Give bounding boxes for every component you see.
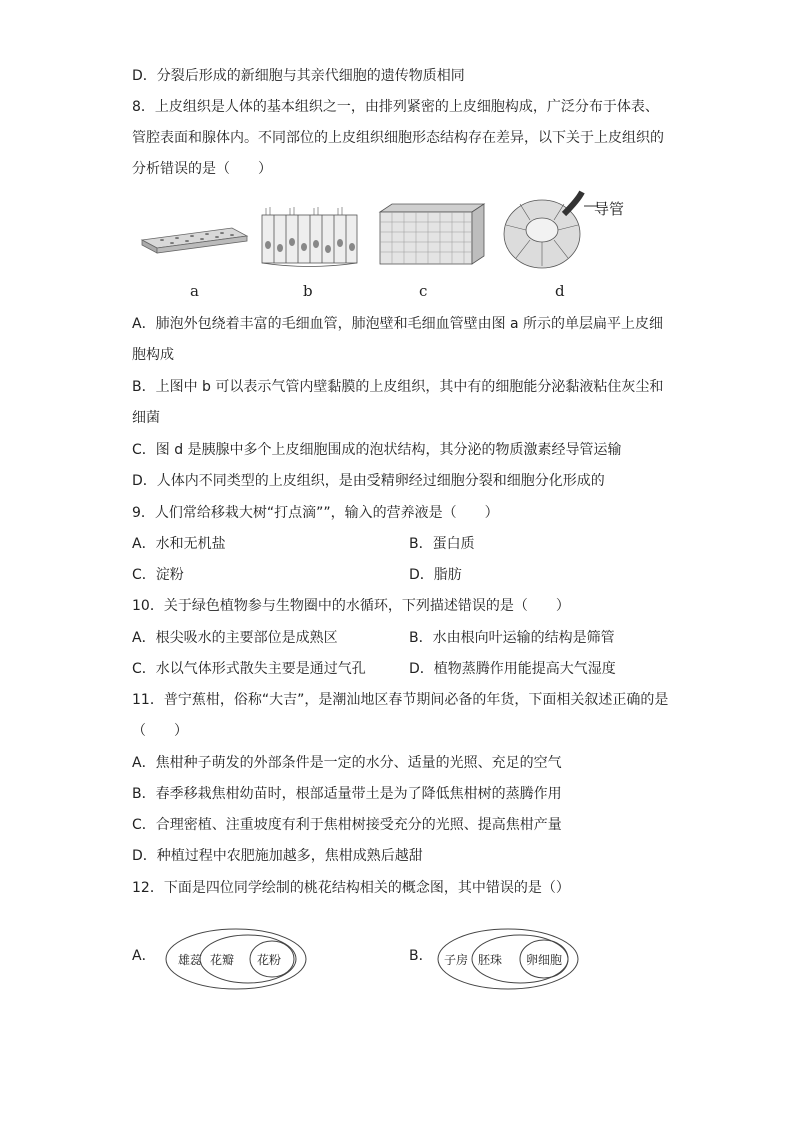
q8-option-a-line1: A．肺泡外包绕着丰富的毛细血管，肺泡壁和毛细血管壁由图 a 所示的单层扁平上皮细 bbox=[132, 316, 664, 332]
q12-venn-a bbox=[160, 925, 320, 995]
q9-stem: 9．人们常给移栽大树“打点滴””，输入的营养液是（ ） bbox=[132, 505, 499, 521]
q9-option-a: A．水和无机盐 bbox=[132, 536, 226, 552]
q10-option-b: B．水由根向叶运输的结构是筛管 bbox=[409, 630, 615, 646]
venn-a-outer-label: 雄蕊 bbox=[178, 953, 203, 967]
q9-option-b: B．蛋白质 bbox=[409, 536, 475, 552]
fig-label-b: b bbox=[303, 282, 313, 300]
venn-a-diagram bbox=[160, 925, 320, 995]
fig-a-squamous-epithelium bbox=[142, 228, 247, 253]
q12-venn-b bbox=[432, 925, 592, 995]
q10-stem: 10．关于绿色植物参与生物圈中的水循环，下列描述错误的是（ ） bbox=[132, 598, 570, 614]
q8-option-b-line1: B．上图中 b 可以表示气管内壁黏膜的上皮组织，其中有的细胞能分泌黏液粘住灰尘和 bbox=[132, 379, 664, 395]
fig-callout-duct: 导管 bbox=[594, 200, 625, 218]
q12-option-b-letter: B． bbox=[409, 948, 433, 964]
q8-stem-line3: 分析错误的是（ ） bbox=[132, 161, 272, 177]
q11-option-d: D．种植过程中农肥施加越多，焦柑成熟后越甜 bbox=[132, 848, 423, 864]
venn-b-inner-label: 卵细胞 bbox=[526, 953, 563, 967]
q9-option-c: C．淀粉 bbox=[132, 567, 184, 583]
fig-b-ciliated-epithelium bbox=[262, 207, 357, 267]
q12-stem: 12．下面是四位同学绘制的桃花结构相关的概念图，其中错误的是（） bbox=[132, 880, 570, 896]
venn-b-outer-label: 子房 bbox=[444, 953, 469, 967]
q11-option-c: C．合理密植、注重坡度有利于焦柑树接受充分的光照、提高焦柑产量 bbox=[132, 817, 562, 833]
q10-option-c: C．水以气体形式散失主要是通过气孔 bbox=[132, 661, 366, 677]
q9-option-d: D．脂肪 bbox=[409, 567, 462, 583]
fig-label-c: c bbox=[419, 282, 428, 300]
epithelium-illustrations bbox=[132, 190, 652, 280]
q7-option-d: D．分裂后形成的新细胞与其亲代细胞的遗传物质相同 bbox=[132, 68, 465, 84]
venn-b-diagram bbox=[432, 925, 592, 995]
fig-d-gland-acinus bbox=[504, 192, 598, 268]
q10-option-a: A．根尖吸水的主要部位是成熟区 bbox=[132, 630, 338, 646]
q8-option-c: C．图 d 是胰腺中多个上皮细胞围成的泡状结构，其分泌的物质激素经导管运输 bbox=[132, 442, 622, 458]
q8-stem-line1: 8．上皮组织是人体的基本组织之一，由排列紧密的上皮细胞构成，广泛分布于体表、 bbox=[132, 99, 659, 115]
q11-stem-line1: 11．普宁蕉柑，俗称“大吉”，是潮汕地区春节期间必备的年货，下面相关叙述正确的是 bbox=[132, 692, 669, 708]
fig-c-stratified-epithelium bbox=[380, 204, 484, 264]
q11-option-a: A．焦柑种子萌发的外部条件是一定的水分、适量的光照、充足的空气 bbox=[132, 755, 562, 771]
q8-stem-line2: 管腔表面和腺体内。不同部位的上皮组织细胞形态结构存在差异，以下关于上皮组织的 bbox=[132, 130, 664, 146]
venn-b-middle-label: 胚珠 bbox=[478, 953, 503, 967]
q8-option-d: D．人体内不同类型的上皮组织，是由受精卵经过细胞分裂和细胞分化形成的 bbox=[132, 473, 605, 489]
q10-option-d: D．植物蒸腾作用能提高大气湿度 bbox=[409, 661, 616, 677]
venn-a-inner-label: 花粉 bbox=[257, 953, 282, 967]
q8-option-a-line2: 胞构成 bbox=[132, 347, 174, 363]
q11-option-b: B．春季移栽焦柑幼苗时，根部适量带土是为了降低焦柑树的蒸腾作用 bbox=[132, 786, 562, 802]
venn-a-middle-label: 花瓣 bbox=[210, 953, 235, 967]
fig-label-d: d bbox=[555, 282, 565, 300]
q8-option-b-line2: 细菌 bbox=[132, 410, 160, 426]
q8-epithelium-figure bbox=[132, 190, 652, 310]
q11-stem-line2: （ ） bbox=[132, 723, 188, 739]
fig-label-a: a bbox=[190, 282, 199, 300]
q12-option-a-letter: A． bbox=[132, 948, 156, 964]
